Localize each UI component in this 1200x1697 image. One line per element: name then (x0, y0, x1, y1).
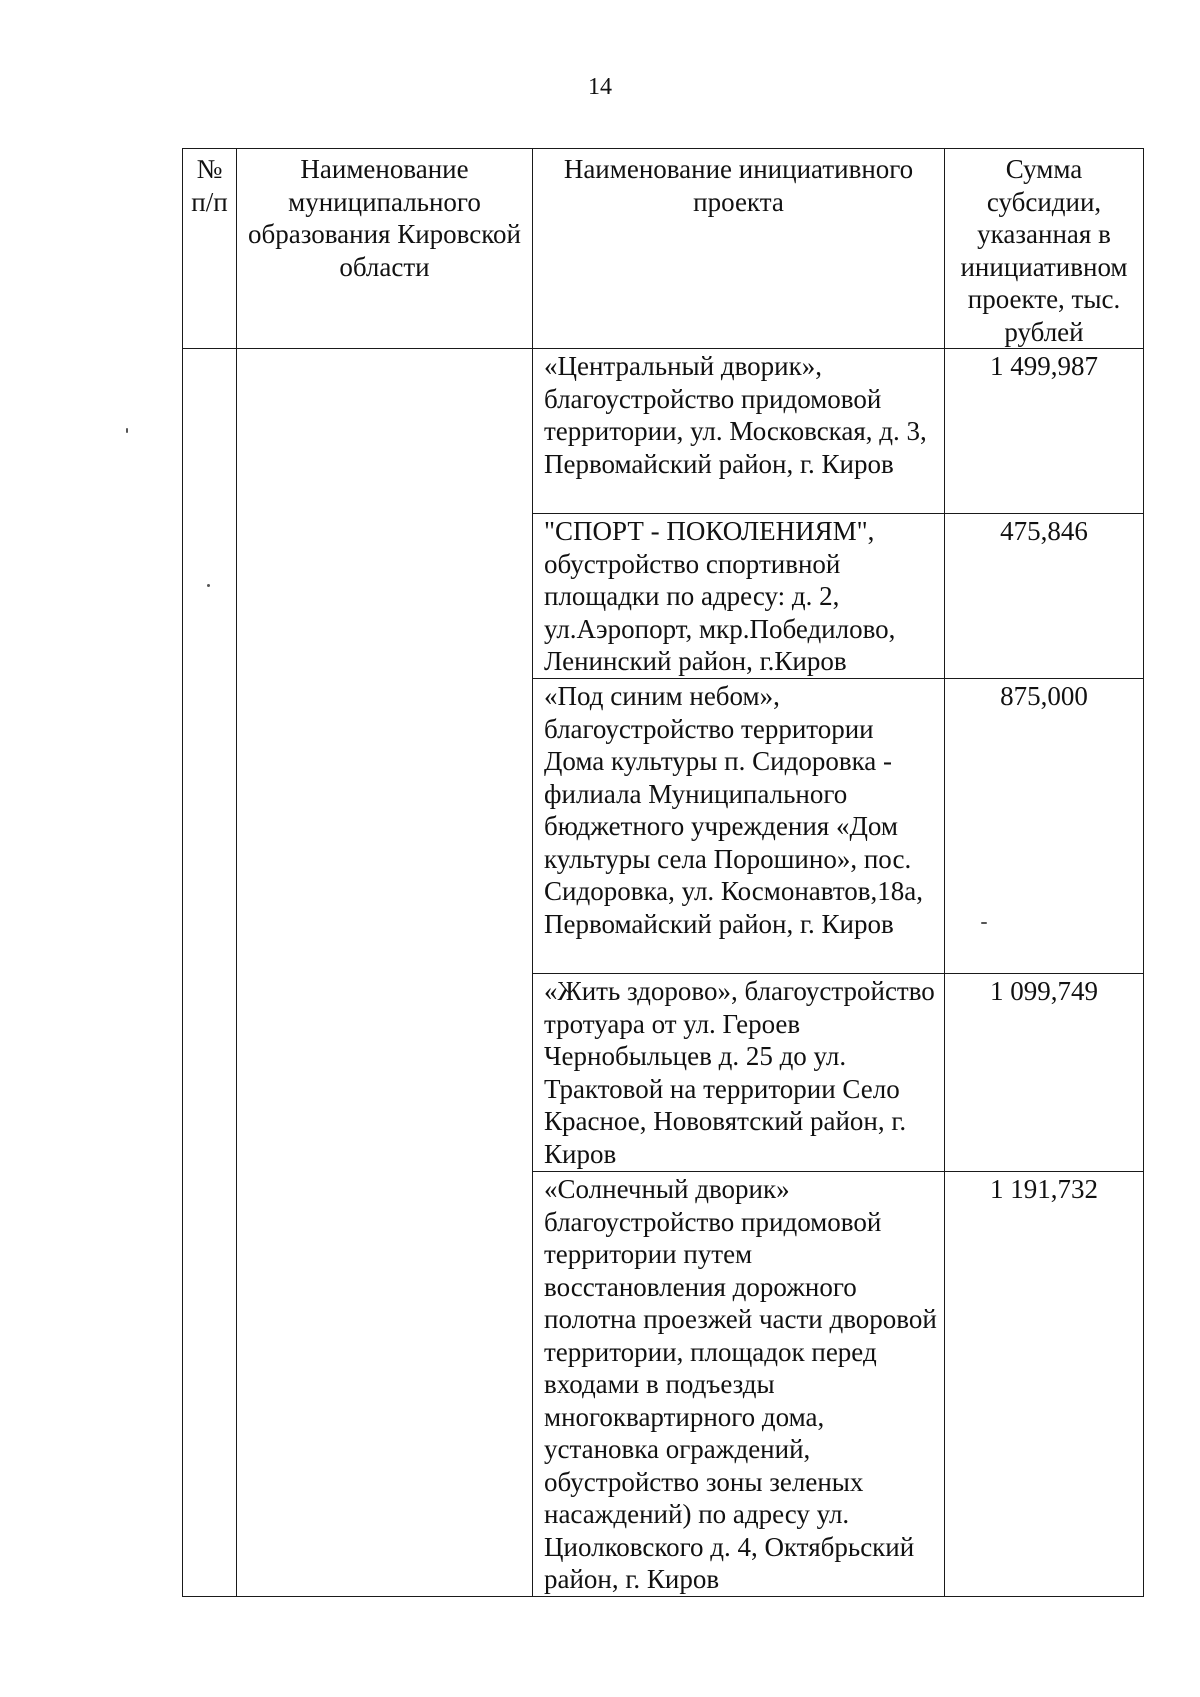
scan-speck (207, 584, 210, 587)
page-number: 14 (588, 74, 612, 100)
header-municipality: Наименование муниципального образования Кировской области (237, 149, 533, 349)
header-num: № п/п (183, 149, 237, 349)
table-header-row (183, 149, 1144, 349)
cell-municipality (237, 349, 533, 1597)
header-sum: Сумма субсидии, указанная в инициативном проекте, тыс. рублей (945, 149, 1144, 349)
cell-project: «Солнечный дворик» благоустройство придомовой территории путем восстановления дорожного полотна проезжей части дворовой территории, площадок перед входами в подъезды многоквартирного дома, установка ограждений, обустройство зоны зеленых насаждений) по адресу ул. Циолковского д. 4, Октябрьский район, г. Киров (533, 1172, 945, 1597)
cell-sum: 475,846 (945, 514, 1144, 679)
header-project: Наименование инициативного проекта (533, 149, 945, 349)
cell-project: «Под синим небом», благоустройство территории Дома культуры п. Сидоровка - филиала Муниципального бюджетного учреждения «Дом культуры села Порошино», пос. Сидоровка, ул. Космонавтов,18а, Первомайский район, г. Киров (533, 679, 945, 974)
cell-sum: 1 191,732 (945, 1172, 1144, 1597)
cell-sum: 1 099,749 (945, 974, 1144, 1172)
cell-num (183, 349, 237, 1597)
subsidy-table (182, 148, 1144, 1597)
table-row (183, 349, 1144, 514)
scan-speck (126, 428, 128, 433)
cell-project: «Центральный дворик», благоустройство придомовой территории, ул. Московская, д. 3, Первомайский район, г. Киров (533, 349, 945, 514)
cell-project: «Жить здорово», благоустройство тротуара от ул. Героев Чернобыльцев д. 25 до ул. Трактовой на территории Село Красное, Нововятский район, г. Киров (533, 974, 945, 1172)
cell-sum: 875,000 (945, 679, 1144, 974)
cell-sum: 1 499,987 (945, 349, 1144, 514)
cell-project: "СПОРТ - ПОКОЛЕНИЯМ", обустройство спортивной площадки по адресу: д. 2, ул.Аэропорт, мкр.Победилово, Ленинский район, г.Киров (533, 514, 945, 679)
scan-speck (981, 922, 987, 924)
